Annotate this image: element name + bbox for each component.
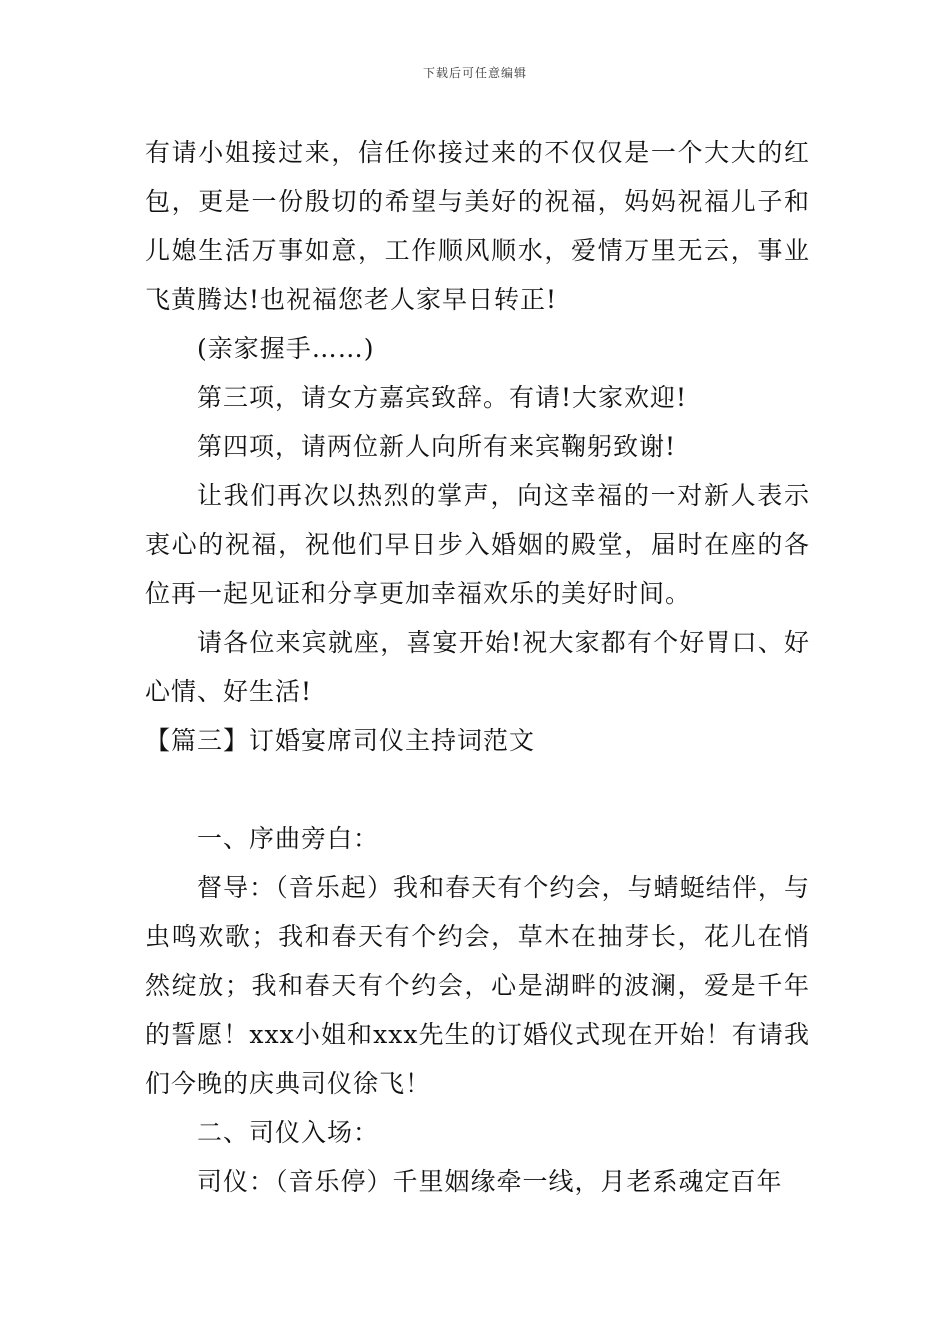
- paragraph-item-three: 第三项，请女方嘉宾致辞。有请!大家欢迎!: [197, 383, 688, 412]
- document-body: [145, 128, 810, 1206]
- paragraph-item-four: 第四项，请两位新人向所有来宾鞠躬致谢!: [197, 432, 677, 461]
- paragraph-applause: 让我们再次以热烈的掌声，向这幸福的一对新人表示衷心的祝福，祝他们早日步入婚姻的殿堂，届时在座的各位再一起见证和分享更加幸福欢乐的美好时间。: [145, 481, 810, 608]
- section-step-one: 一、序曲旁白：: [197, 824, 380, 853]
- paragraph-host-opening: 司仪：（音乐停）千里姻缘牵一线，月老系魂定百年: [197, 1167, 783, 1196]
- paragraph-banquet-start: 请各位来宾就座，喜宴开始!祝大家都有个好胃口、好心情、好生活!: [145, 628, 810, 706]
- blank-line: [145, 765, 810, 814]
- section-title: 【篇三】订婚宴席司仪主持词范文: [145, 726, 536, 755]
- page-header: 下载后可任意编辑: [422, 66, 527, 80]
- paragraph-red-envelope: 有请小姐接过来，信任你接过来的不仅仅是一个大大的红包，更是一份殷切的希望与美好的祝福，妈妈祝福儿子和儿媳生活万事如意，工作顺风顺水，爱情万里无云，事业飞黄腾达!也祝福您老人家早日转正!: [145, 138, 810, 314]
- paragraph-handshake: (亲家握手……): [197, 334, 375, 363]
- paragraph-director-narration: 督导：（音乐起）我和春天有个约会，与蜻蜓结伴，与虫鸣欢歌；我和春天有个约会，草木在抽芽长，花儿在悄然绽放；我和春天有个约会，心是湖畔的波澜，爱是千年的誓愿！xxx小姐和xxx先生的订婚仪式现在开始！有请我们今晚的庆典司仪徐飞！: [145, 873, 810, 1098]
- section-step-two: 二、司仪入场：: [197, 1118, 380, 1147]
